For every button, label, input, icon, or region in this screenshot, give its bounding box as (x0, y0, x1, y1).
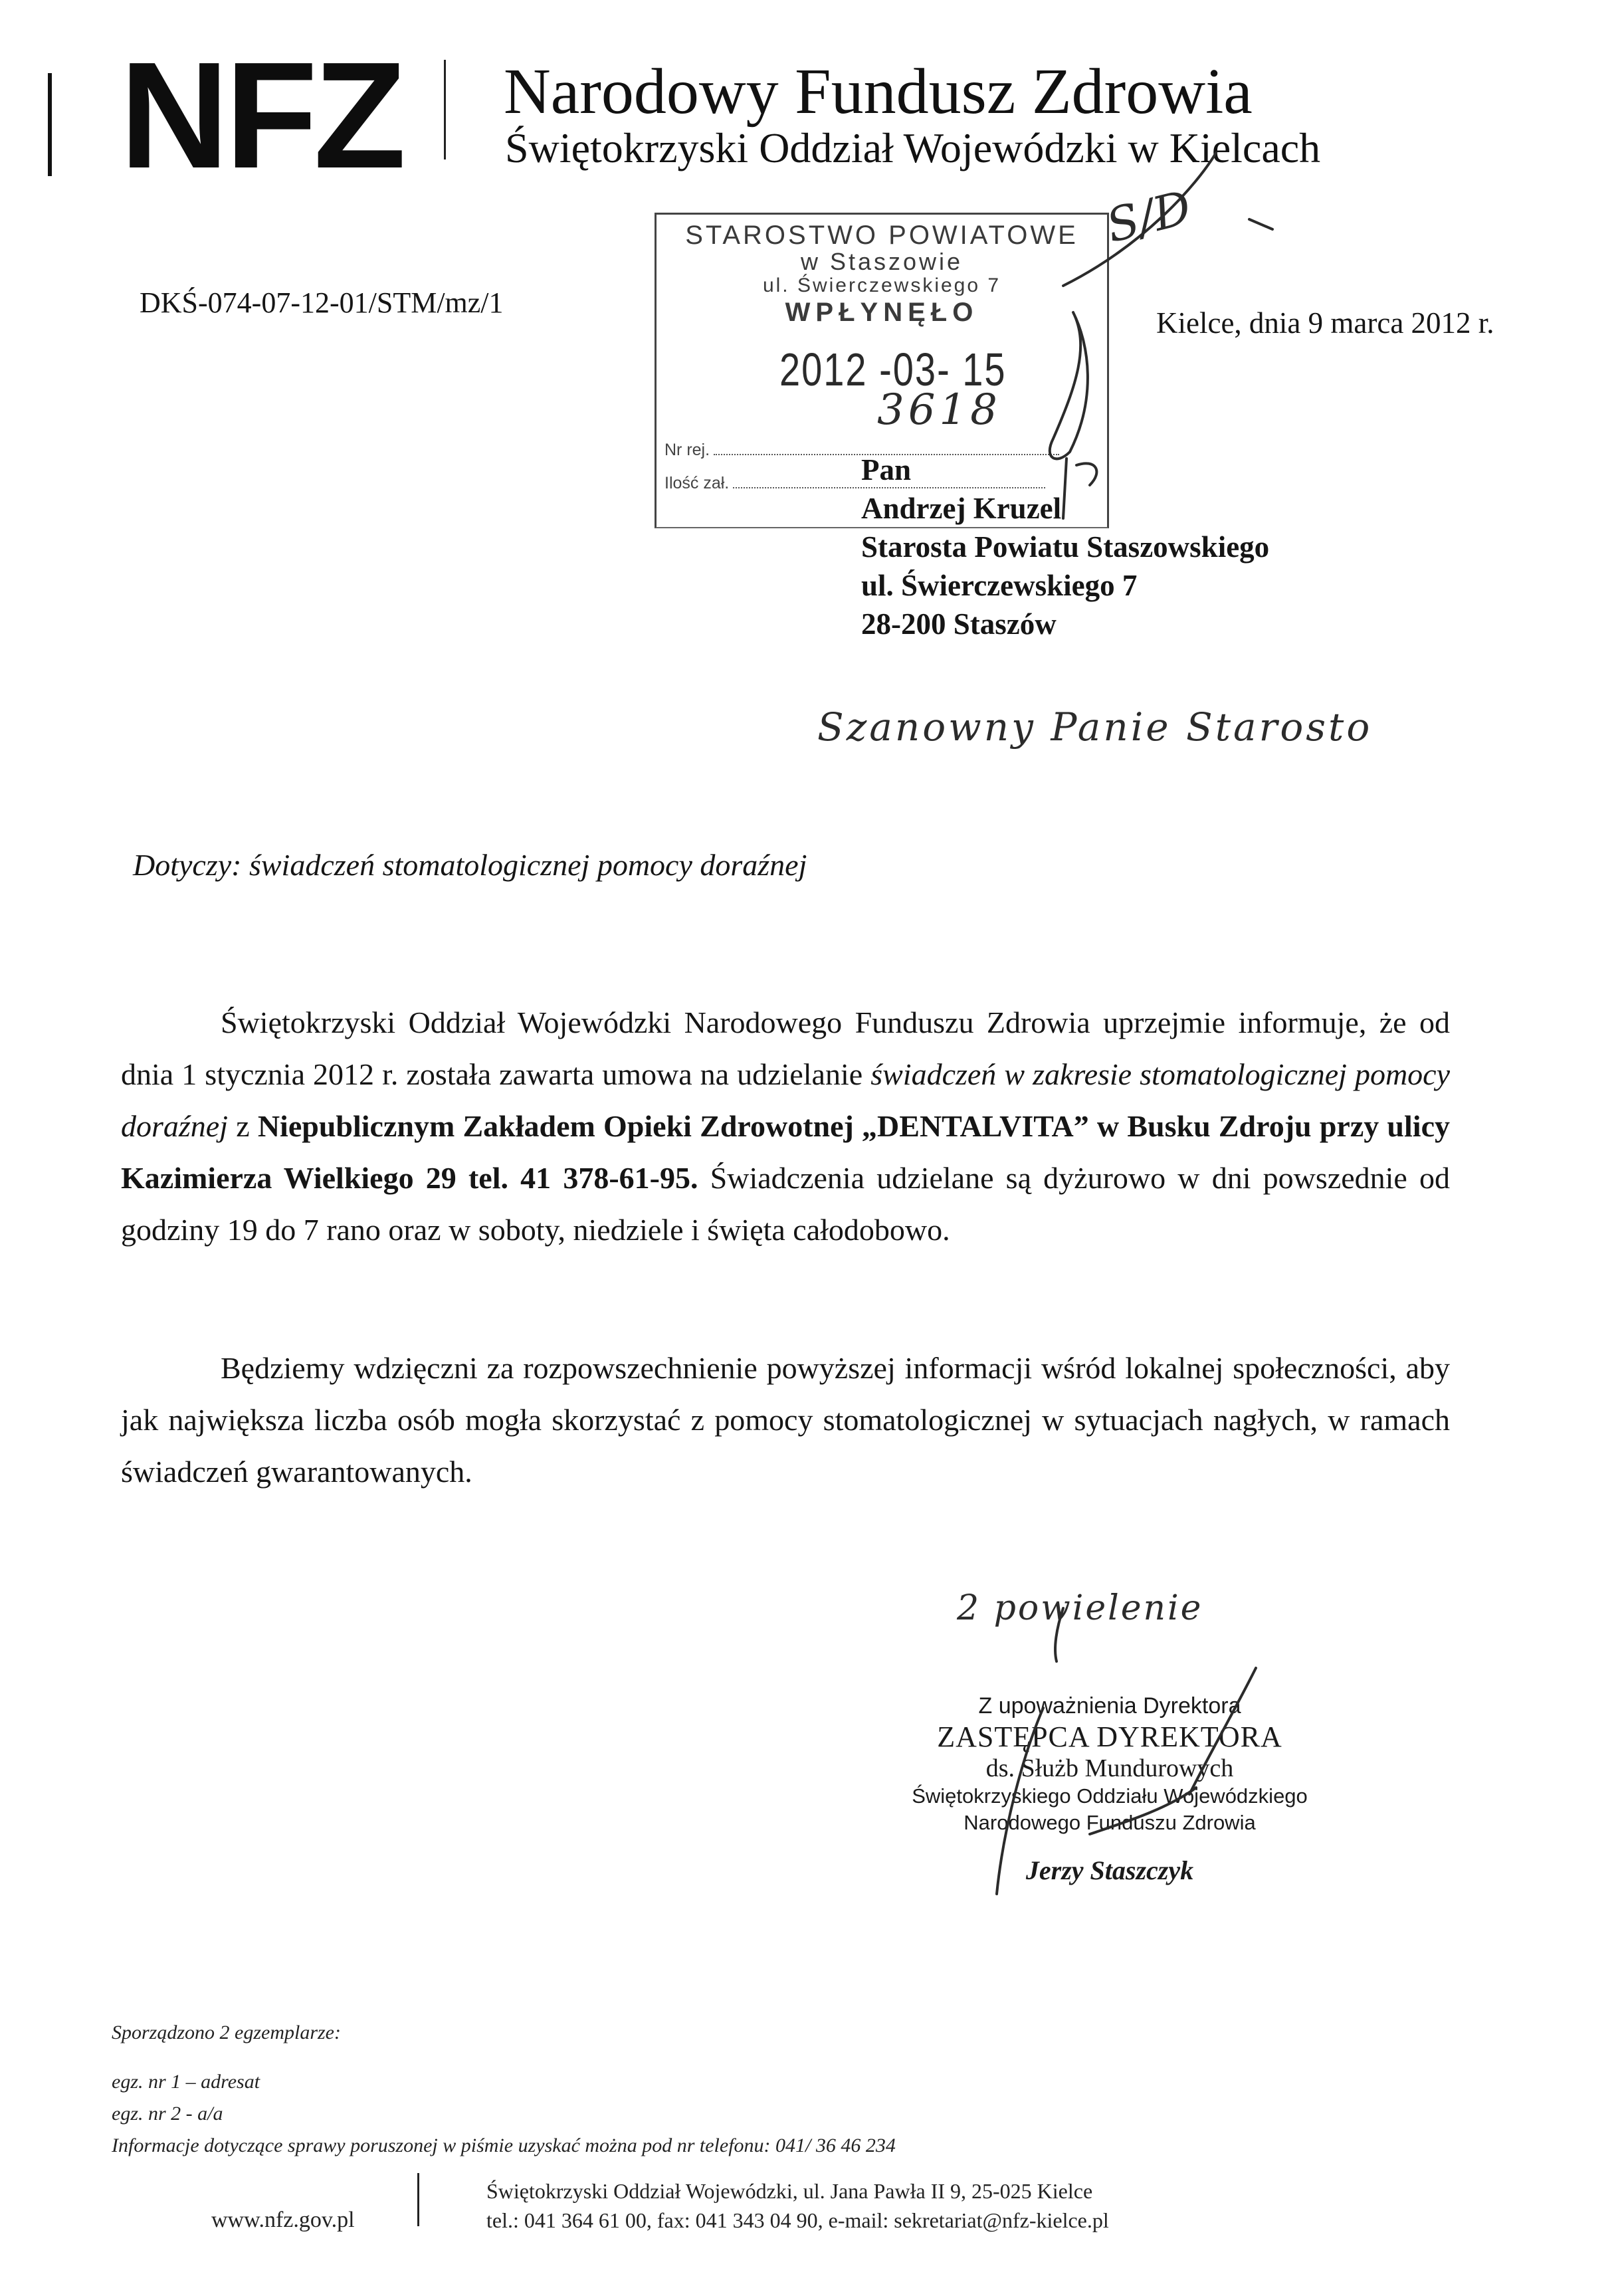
signature-position: ZASTĘPCA DYREKTORA (937, 1720, 1282, 1753)
reference-number: DKŚ-074-07-12-01/STM/mz/1 (140, 286, 504, 319)
pen-stroke (1063, 459, 1066, 518)
p1-hours: Świadczenia udzielane są dyżurowo w dni powszednie od godziny 19 do 7 rano oraz w soboty, niedziele i święta całodobowo. (121, 1161, 1450, 1247)
footer-contact-info (486, 2176, 1109, 2235)
pen-stroke (1189, 1668, 1256, 1794)
handwritten-register-number: 3618 (877, 385, 1001, 435)
pen-stroke (997, 1708, 1043, 1894)
notes-copies: Sporządzono 2 egzemplarze: (112, 2022, 341, 2043)
footer-contact: tel.: 041 364 61 00, fax: 041 343 04 90, e-mail: sekretariat@nfz-kielce.pl (486, 2208, 1109, 2232)
pen-stroke (1063, 153, 1216, 286)
signature-organization: Narodowego Funduszu Zdrowia (964, 1811, 1256, 1834)
pen-stroke (1249, 219, 1272, 229)
recipient-street: ul. Świerczewskiego 7 (861, 569, 1138, 602)
p1-provider: Niepublicznym Zakładem Opieki Zdrowotnej „DENTALVITA” w Busku Zdroju przy ulicy Kazimierza Wielkiego 29 tel. 41 378-61-95. (121, 1109, 1450, 1195)
pen-stroke (1090, 1788, 1196, 1834)
letter-date: Kielce, dnia 9 marca 2012 r. (1156, 306, 1494, 340)
organization-branch: Świętokrzyski Oddział Wojewódzki w Kielcach (505, 124, 1321, 171)
footer-divider (417, 2173, 419, 2226)
p1-service: świadczeń w zakresie stomatologicznej pomocy doraźnej (121, 1057, 1451, 1143)
stamp-town: w Staszowie (800, 248, 964, 275)
handwritten-initials: S/D (1100, 179, 1197, 254)
nfz-logo: NFZ (120, 31, 403, 200)
pen-stroke (1055, 1608, 1063, 1661)
body-paragraph-2: Będziemy wdzięczni za rozpowszechnienie powyższej informacji wśród lokalnej społeczności, aby jak największa liczba osób mogła skorzystać z pomocy stomatologicznej w sytuacjach nagłych, w ramach świadczeń gwarantowanych. (121, 1351, 1450, 1489)
stamp-register-label: Nr rej. (664, 441, 710, 459)
organization-name: Narodowy Fundusz Zdrowia (504, 56, 1253, 128)
handwritten-copies-note: 2 powielenie (957, 1588, 1203, 1628)
signature-department: ds. Służb Mundurowych (985, 1754, 1234, 1782)
recipient-name: Andrzej Kruzel (861, 492, 1062, 525)
stamp-office: STAROSTWO POWIATOWE (685, 221, 1078, 250)
p1-intro: Świętokrzyski Oddział Wojewódzki Narodowego Funduszu Zdrowia uprzejmie informuje, że od dnia 1 stycznia 2012 r. została zawarta umowa na udzielanie (121, 1005, 1450, 1091)
recipient-title: Starosta Powiatu Staszowskiego (861, 530, 1270, 564)
handwritten-greeting: Szanowny Panie Starosto (817, 704, 1373, 750)
notes-copy-1: egz. nr 1 – adresat (112, 2071, 260, 2093)
pen-stroke (1050, 312, 1088, 459)
footer-address: Świętokrzyski Oddział Wojewódzki, ul. Jana Pawła II 9, 25-025 Kielce (486, 2179, 1093, 2203)
notes-copy-2: egz. nr 2 - a/a (112, 2103, 223, 2125)
stamp-received: WPŁYNĘŁO (785, 297, 979, 327)
letter-subject: Dotyczy: świadczeń stomatologicznej pomocy doraźnej (133, 848, 807, 882)
recipient-city: 28-200 Staszów (861, 607, 1057, 641)
document-notes (112, 2017, 896, 2162)
footer-website: www.nfz.gov.pl (211, 2208, 355, 2232)
p1-conj: z (228, 1109, 258, 1143)
signature-branch: Świętokrzyskiego Oddziału Wojewódzkiego (912, 1784, 1308, 1808)
stamp-street: ul. Świerczewskiego 7 (762, 274, 1001, 296)
signature-authorization: Z upoważnienia Dyrektora (978, 1693, 1241, 1719)
stamp-date: 2012 -03- 15 (779, 343, 1007, 395)
pen-stroke (1076, 463, 1096, 485)
notes-info: Informacje dotyczące sprawy poruszonej w piśmie uzyskać można pod nr telefonu: 041/ 36 46 234 (112, 2135, 896, 2156)
signatory-name: Jerzy Staszczyk (1025, 1855, 1194, 1885)
recipient-salutation: Pan (861, 453, 912, 486)
stamp-attachments-label: Ilość zał. (664, 474, 730, 492)
